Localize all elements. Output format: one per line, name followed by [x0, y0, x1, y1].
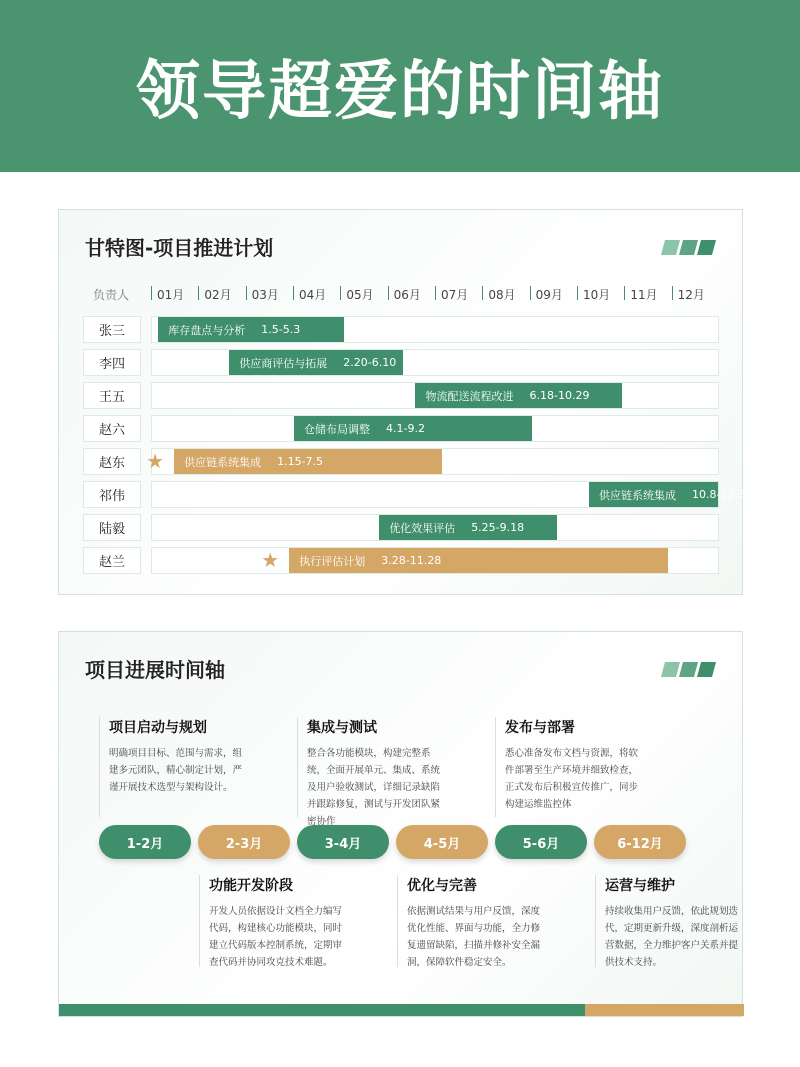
task-name: 优化效果评估: [389, 521, 456, 535]
phase-description: 整合各功能模块，构建完整系统，全面开展单元、集成、系统及用户验收测试，详细记录缺陷并跟踪修复，测试与开发团队紧密协作: [307, 748, 441, 827]
month-label: 01月: [157, 288, 185, 302]
gantt-row-track: [151, 514, 719, 541]
owner-cell: 赵东: [83, 448, 141, 475]
month-divider: [151, 286, 152, 300]
gantt-bar[interactable]: [229, 350, 403, 375]
task-range: 1.5-5.3: [261, 323, 301, 336]
gantt-card: [58, 209, 752, 595]
gantt-row-track: [151, 415, 719, 442]
period-pill[interactable]: 4-5月: [396, 825, 488, 859]
task-range: 1.15-7.5: [277, 455, 324, 468]
owner-header: 负责人: [93, 288, 130, 302]
month-label: 11月: [630, 288, 658, 302]
gantt-bar[interactable]: [158, 317, 344, 342]
star-icon: ★: [146, 449, 165, 473]
month-divider: [577, 286, 578, 300]
month-label: 02月: [204, 288, 232, 302]
page-header: [0, 0, 800, 172]
task-range: 4.1-9.2: [386, 422, 425, 435]
divider: [595, 875, 596, 967]
bottom-bar-gold: [585, 1004, 744, 1016]
task-range: 6.18-10.29: [529, 389, 590, 402]
phase-block: [297, 717, 487, 830]
month-divider: [435, 286, 436, 300]
period-pill[interactable]: 6-12月: [594, 825, 686, 859]
phase-description: 依据测试结果与用户反馈，深度优化性能、界面与功能，全力修复遗留缺陷，扫描并修补安全漏洞，保障软件稳定安全。: [407, 906, 541, 968]
divider: [99, 717, 100, 817]
phase-block: [397, 875, 587, 971]
phase-title: 功能开发阶段: [209, 878, 293, 894]
divider: [297, 717, 298, 817]
phase-title: 运营与维护: [605, 878, 675, 894]
task-name: 执行评估计划: [299, 554, 366, 568]
phase-block: [495, 717, 685, 813]
phase-title: 优化与完善: [407, 878, 477, 894]
gantt-row-track: [146, 448, 719, 475]
period-pill[interactable]: 3-4月: [297, 825, 389, 859]
owner-cell: 赵六: [83, 415, 141, 442]
month-label: 04月: [299, 288, 327, 302]
bottom-bar-green: [59, 1004, 585, 1016]
gantt-title: 甘特图-项目推进计划: [85, 236, 274, 260]
task-name: 供应商评估与拓展: [239, 356, 328, 370]
decor-stripes: [663, 662, 714, 677]
phase-block: [99, 717, 289, 796]
gantt-bar[interactable]: [379, 515, 557, 540]
phase-title: 集成与测试: [307, 720, 377, 736]
month-divider: [530, 286, 531, 300]
month-label: 10月: [583, 288, 611, 302]
owner-cell: 王五: [83, 382, 141, 409]
owner-cell: 张三: [83, 316, 141, 343]
timeline-title: 项目进展时间轴: [85, 658, 225, 682]
gantt-bar[interactable]: [289, 548, 668, 573]
month-label: 09月: [535, 288, 563, 302]
period-pill[interactable]: 5-6月: [495, 825, 587, 859]
owner-cell: 祁伟: [83, 481, 141, 508]
owner-cell: 赵兰: [83, 547, 141, 574]
gantt-bar[interactable]: [415, 383, 622, 408]
task-name: 库存盘点与分析: [168, 323, 246, 337]
gantt-row-track: [151, 481, 752, 508]
month-divider: [482, 286, 483, 300]
month-divider: [672, 286, 673, 300]
task-name: 供应链系统集成: [184, 455, 262, 469]
phase-block: [595, 875, 785, 971]
month-divider: [340, 286, 341, 300]
divider: [397, 875, 398, 967]
gantt-bar[interactable]: [294, 416, 532, 441]
task-range: 2.20-6.10: [343, 356, 397, 369]
gantt-bar[interactable]: [174, 449, 442, 474]
phase-description: 悉心准备发布文档与资源，将软件部署至生产环境并细致检查，正式发布后积极宣传推广，同步构建运维监控体: [505, 748, 639, 810]
phase-title: 项目启动与规划: [109, 720, 207, 736]
month-divider: [293, 286, 294, 300]
period-pill[interactable]: 1-2月: [99, 825, 191, 859]
phase-description: 持续收集用户反馈，依此规划迭代，定期更新升级，深度剖析运营数据，全力维护客户关系并提供技术支持。: [605, 906, 739, 968]
month-label: 06月: [393, 288, 421, 302]
divider: [199, 875, 200, 967]
gantt-row-track: [151, 349, 719, 376]
page-title: 领导超爱的时间轴: [136, 55, 664, 129]
phase-description: 开发人员依据设计文档全力编写代码，构建核心功能模块，同时建立代码版本控制系统，定期审查代码并协同攻克技术难题。: [209, 906, 343, 968]
star-icon: ★: [261, 548, 280, 572]
month-label: 07月: [441, 288, 469, 302]
gantt-row-track: [151, 547, 719, 574]
month-divider: [624, 286, 625, 300]
task-name: 物流配送流程改进: [425, 389, 514, 403]
period-pill[interactable]: 2-3月: [198, 825, 290, 859]
owner-cell: 李四: [83, 349, 141, 376]
phase-title: 发布与部署: [505, 720, 575, 736]
month-divider: [388, 286, 389, 300]
divider: [495, 717, 496, 817]
gantt-row-track: [151, 382, 719, 409]
timeline-card: [58, 631, 743, 1017]
month-label: 05月: [346, 288, 374, 302]
task-name: 仓储布局调整: [304, 422, 370, 436]
gantt-row-track: [151, 316, 719, 343]
month-divider: [198, 286, 199, 300]
phase-block: [199, 875, 389, 971]
gantt-bar[interactable]: [589, 482, 752, 507]
task-range: 5.25-9.18: [471, 521, 525, 534]
owner-cell: 陆毅: [83, 514, 141, 541]
month-label: 08月: [488, 288, 516, 302]
task-range: 3.28-11.28: [381, 554, 442, 567]
month-divider: [246, 286, 247, 300]
decor-stripes: [663, 240, 714, 255]
phase-description: 明确项目目标、范围与需求，组建多元团队，精心制定计划，严谨开展技术选型与架构设计。: [109, 748, 243, 793]
month-label: 12月: [677, 288, 705, 302]
task-name: 供应链系统集成: [599, 488, 677, 502]
task-range: 10.8-12.30: [692, 488, 752, 501]
month-label: 03月: [251, 288, 279, 302]
